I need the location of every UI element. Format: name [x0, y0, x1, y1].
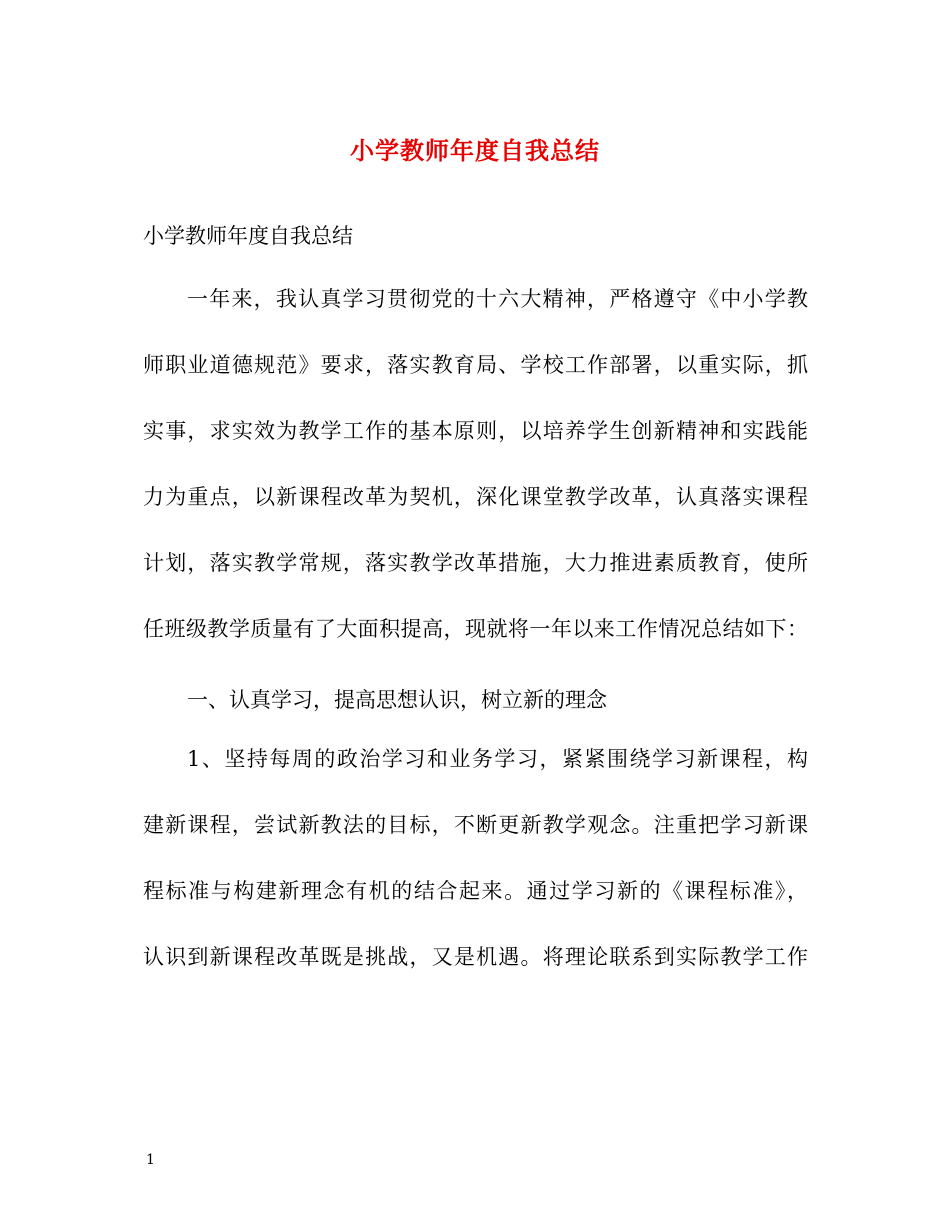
body-line: 实事，求实效为教学工作的基本原则，以培养学生创新精神和实践能 [143, 419, 808, 443]
body-line: 程标准与构建新理念有机的结合起来。通过学习新的《课程标准》， [143, 879, 808, 903]
section-heading: 一、认真学习，提高思想认识，树立新的理念 [187, 688, 607, 712]
body-line: 建新课程，尝试新教法的目标，不断更新教学观念。注重把学习新课 [143, 813, 808, 837]
body-line: 一年来，我认真学习贯彻党的十六大精神，严格遵守《中小学教 [187, 287, 808, 311]
body-line: 师职业道德规范》要求，落实教育局、学校工作部署，以重实际，抓 [143, 353, 808, 377]
document-subtitle: 小学教师年度自我总结 [143, 224, 353, 248]
body-line: 1、坚持每周的政治学习和业务学习，紧紧围绕学习新课程，构 [187, 747, 808, 771]
page-number: 1 [146, 1152, 155, 1168]
body-line: 任班级教学质量有了大面积提高，现就将一年以来工作情况总结如下： [143, 617, 808, 641]
body-line: 认识到新课程改革既是挑战，又是机遇。将理论联系到实际教学工作 [143, 945, 808, 969]
document-title: 小学教师年度自我总结 [350, 136, 600, 165]
body-line: 计划，落实教学常规，落实教学改革措施，大力推进素质教育，使所 [143, 551, 808, 575]
body-line: 力为重点，以新课程改革为契机，深化课堂教学改革，认真落实课程 [143, 485, 808, 509]
